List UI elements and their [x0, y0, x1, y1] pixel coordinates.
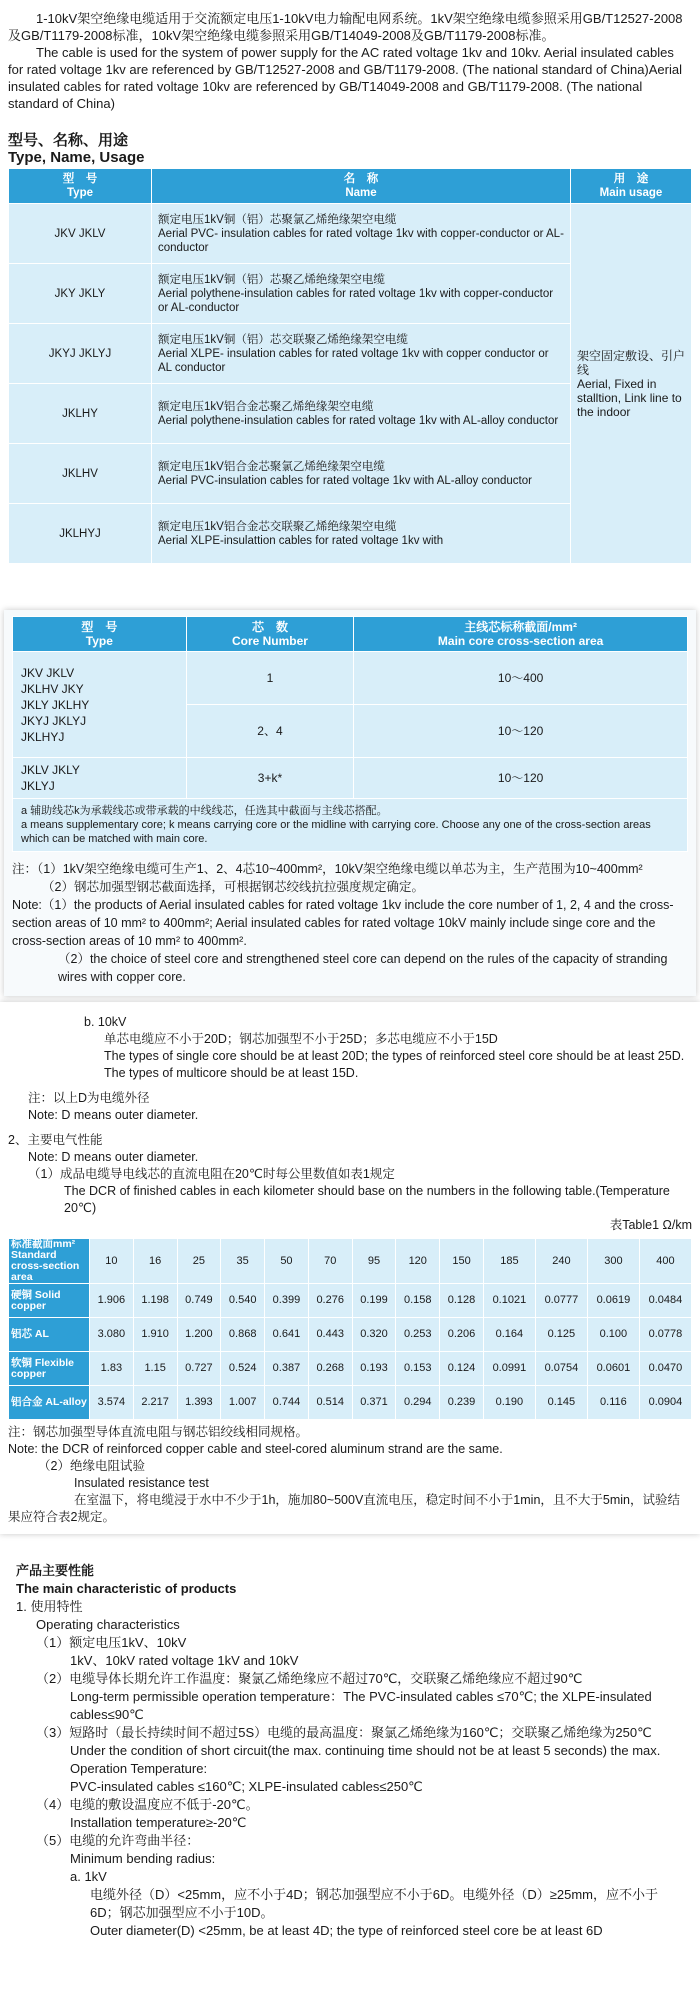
- table-footnote: a 辅助线芯k为承载线芯或带承载的中线线芯，任选其中截面与主线芯搭配。 a means supplementary core; k means carrying core or the midline with carrying core. Choose any one of the cross-section areas which can be matched with main core.: [13, 799, 688, 852]
- section-type-title: [8, 132, 692, 166]
- table-row: JKV JKLV JKLHV JKY JKLY JKLHY JKYJ JKLYJ JKLHYJ 1 10～400: [13, 652, 688, 705]
- t1-header-name: 名 称 Name: [152, 169, 571, 204]
- intro-cn: 1-10kV架空绝缘电缆适用于交流额定电压1-10kV电力输配电网系统。1kV架空绝缘电缆参照采用GB/T12527-2008及GB/T1179-2008标准，10kV架空绝缘电缆参照采用GB/T14049-2008及GB/T1179-2008标准。: [8, 11, 683, 43]
- table-label: 表Table1 Ω/km: [609, 1218, 692, 1232]
- section-type-en: Type, Name, Usage: [8, 149, 145, 166]
- t1-usage: 架空固定敷设、引户线 Aerial, Fixed in stalltion, Link line to the indoor: [571, 204, 692, 564]
- table-row: JKLHY 额定电压1kV铝合金芯聚乙烯绝缘架空电缆 Aerial polythene-insulation cables for rated voltage 1kv with AL-alloy conductor: [9, 384, 692, 444]
- table-row: 标准截面mm² Standard cross-section area 10 16 25 35 50 70 95 120 150 185 240 300 400: [9, 1239, 692, 1284]
- table-row: JKV JKLV 额定电压1kV铜（铝）芯聚氯乙烯绝缘架空电缆 Aerial PVC- insulation cables for rated voltage 1kv with copper-conductor or AL-conductor 架空固定敷设、引户线 Aerial, Fixed in stalltion, Link line to the indoor: [9, 204, 692, 264]
- notes: 注：（1）1kV架空绝缘电缆可生产1、2、4芯10~400mm²，10kV架空绝缘电缆以单芯为主，生产范围为10~400mm² （2）钢芯加强型钢芯截面选择，可根据钢芯绞线抗拉强度规定确定。 Note:（1）the products of Aerial insulated cables for rated voltage 1kv include the core number of 1, 2, 4 and the cross-section areas of 10 mm² to 400mm²; Aerial insulated cables for rated voltage 10kV mainly include singe core and the cross-section areas of 10 mm² to 400mm². （2）the choice of steel core and strengthened steel core can depend on the rules of the capacity of stranding wires with copper core.: [12, 862, 674, 984]
- intro-en: The cable is used for the system of power supply for the AC rated voltage 1kv and 10kv. Aerial insulated cables for rated voltage 1kv are referenced by GB/T12527-2008 and GB/T1179-2008. (The national standard of China)Aerial insulated cables for rated voltage 10kv are referenced by GB/T14049-2008 and GB/T1179-2008. (The national standard of China): [8, 45, 682, 111]
- t2-header-type: 型 号 Type: [13, 617, 187, 652]
- table-row: JKY JKLY 额定电压1kV铜（铝）芯聚乙烯绝缘架空电缆 Aerial polythene-insulation cables for rated voltage 1kv with copper-conductor or AL-conductor: [9, 264, 692, 324]
- table-row: 软铜 Flexible copper 1.83 1.15 0.727 0.524 0.387 0.268 0.193 0.153 0.124 0.0991 0.0754 0.0601 0.0470: [9, 1352, 692, 1386]
- table-row: JKLHYJ 额定电压1kV铝合金芯交联聚乙烯绝缘架空电缆 Aerial XLPE-insulattion cables for rated voltage 1kv with: [9, 504, 692, 564]
- dcr-table: [8, 1238, 692, 1420]
- table-row: 2、4 10～120: [13, 705, 688, 758]
- table-row: 铝合金 AL-alloy 3.574 2.217 1.393 1.007 0.744 0.514 0.371 0.294 0.239 0.190 0.145 0.116 0.0904: [9, 1386, 692, 1420]
- main-characteristic-section: 产品主要性能 The main characteristic of products 1. 使用特性 Operating characteristics （1）额定电压1kV、10kV 1kV、10kV rated voltage 1kV and 10kV （2）电缆导体长期允许工作温度：聚氯乙烯绝缘应不超过70℃，交联聚乙烯绝缘应不超过90℃ Long-term permissible operation temperature：The PVC-insulated cables ≤70℃; the XLPE-insulated cables≤90℃ （3）短路时（最长持续时间不超过5S）电缆的最高温度：聚氯乙烯绝缘为160℃；交联聚乙烯绝缘为250℃ Under the condition of short circuit(the max. continuing time should not be at least 5 seconds) the max. Operation Temperature: PVC-insulated cables ≤160℃; XLPE-insulated cables≤250℃ （4）电缆的敷设温度应不低于-20℃。 Installation temperature≥-20℃ （5）电缆的允许弯曲半径： Minimum bending radius: a. 1kV 电缆外径（D）<25mm，应不小于4D；钢芯加强型应不小于6D。电缆外径（D）≥25mm，应不小于6D；钢芯加强型应不小于10D。 Outer diameter(D) <25mm, be at least 4D; the type of reinforced steel core be at least 6D: [16, 1563, 661, 1938]
- t2-header-core: 芯 数 Core Number: [186, 617, 354, 652]
- electrical-section: b. 10kV 单芯电缆应不小于20D；钢芯加强型不小于25D；多芯电缆应不小于15D The types of single core should be at least 20D; the types of reinforced steel core should be at least 25D. The types of multicore should be at least 15D. 注：以上D为电缆外径 Note: D means outer diameter. 2、主要电气性能 Note: D means outer diameter. （1）成品电缆导电线芯的直流电阻在20℃时每公里数值如表1规定 The DCR of finished cables in each kilometer should base on the numbers in the following table.(Temperature 20℃) 表Table1 Ω/km 标准截面mm² Standard cross-section area 10 16 25 35 50 70 95 120 150 185 240 300 400 硬铜 Solid copper 1.906 1.198 0.749 0.540 0.399 0.276 0.199 0.158 0.128 0.1021 0.0777 0.0619 0.0484 铝芯 AL 3.080 1.910 1.200 0.868 0.641 0.443 0.320 0.253 0.206 0.164 0.125 0.100 0.0778 软铜 Flexible copper 1.83 1.15 0.727 0.524 0.387 0.268 0.193 0.153 0.124 0.0991 0.0754 0.0601 0.0470 铝合金 AL-alloy 3.574 2.217 1.393 1.007 0.744 0.514 0.371 0.294 0.239 0.190 0.145 0.116 0.0904 注：钢芯加强型导体直流电阻与钢芯铝绞线相同规格。 Note: the DCR of reinforced copper cable and steel-cored aluminum strand are the same. （2）绝缘电阻试验 Insulated resistance test 在室温下，将电缆浸于水中不少于1h，施加80~500V直流电压，稳定时间不小于1min，且不大于5min，试验结果应符合表2规定。: [0, 1002, 700, 1534]
- intro-section: [0, 0, 700, 600]
- table-row: JKLV JKLY JKLYJ 3+k* 10～120: [13, 758, 688, 799]
- table-row: 硬铜 Solid copper 1.906 1.198 0.749 0.540 0.399 0.276 0.199 0.158 0.128 0.1021 0.0777 0.0619 0.0484: [9, 1284, 692, 1318]
- table-row: JKYJ JKLYJ 额定电压1kV铜（铝）芯交联聚乙烯绝缘架空电缆 Aerial XLPE- insulation cables for rated voltage 1kv with copper conductor or AL conductor: [9, 324, 692, 384]
- t1-header-type: 型 号 Type: [9, 169, 152, 204]
- t1-header-use: 用 途 Main usage: [571, 169, 692, 204]
- core-number-table: [12, 616, 688, 852]
- core-section: [4, 610, 696, 996]
- type-name-usage-table: [8, 168, 692, 564]
- table-row: JKLHV 额定电压1kV铝合金芯聚氯乙烯绝缘架空电缆 Aerial PVC-insulation cables for rated voltage 1kv with AL-alloy conductor: [9, 444, 692, 504]
- table-row: 铝芯 AL 3.080 1.910 1.200 0.868 0.641 0.443 0.320 0.253 0.206 0.164 0.125 0.100 0.0778: [9, 1318, 692, 1352]
- section-type-cn: 型号、名称、用途: [8, 132, 129, 149]
- t2-header-area: 主线芯标称截面/mm² Main core cross-section area: [354, 617, 688, 652]
